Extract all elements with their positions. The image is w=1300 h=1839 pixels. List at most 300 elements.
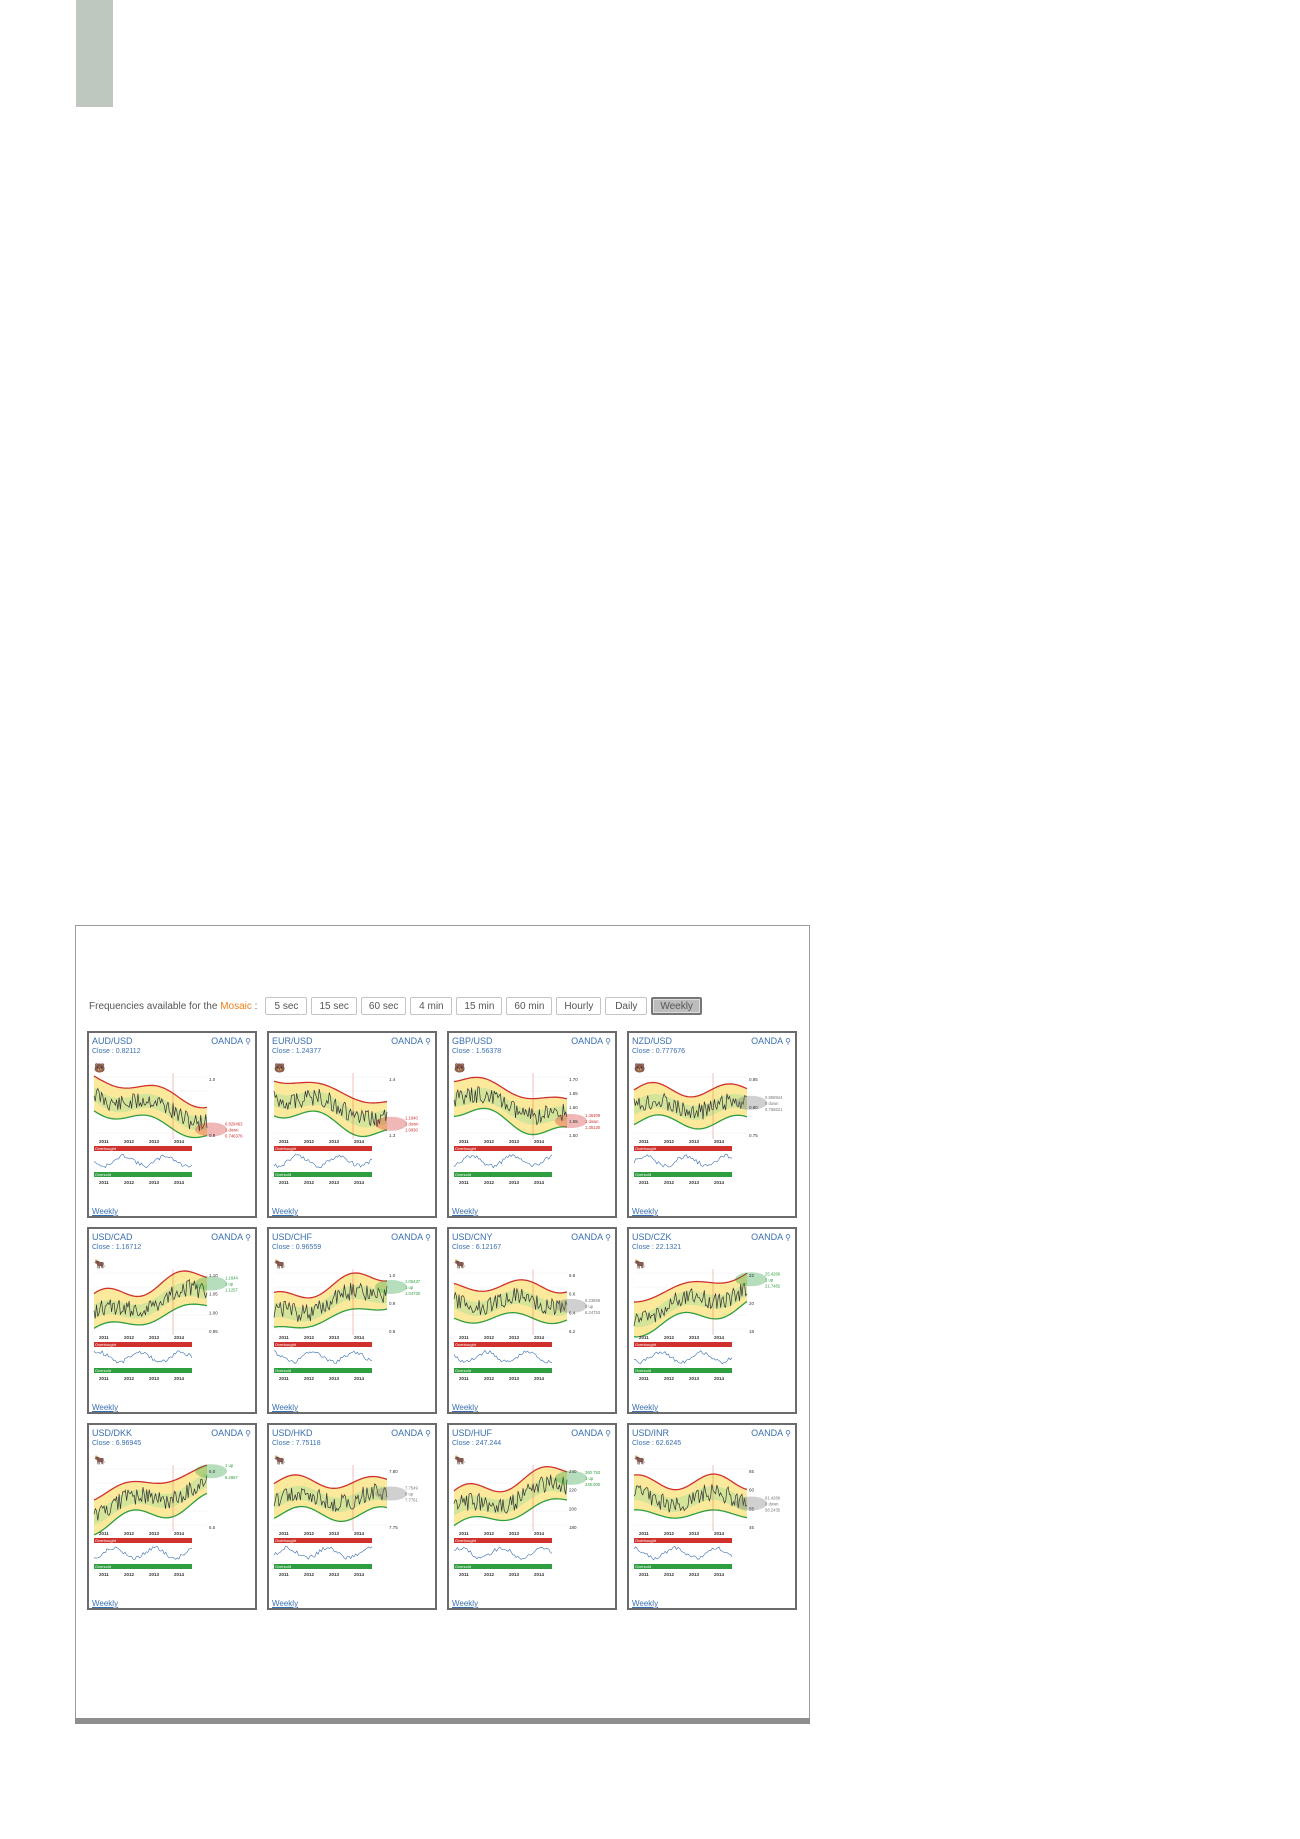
projection-bot: 0.768621 xyxy=(765,1106,783,1112)
year-label: 2011 xyxy=(459,1376,469,1381)
oversold-label: Oversold xyxy=(275,1368,292,1373)
close-value: 6.12167 xyxy=(475,1244,502,1251)
y-axis-label: 1.55 xyxy=(569,1119,578,1124)
magnifier-icon[interactable]: ⚲ xyxy=(605,1037,611,1046)
year-label: 2012 xyxy=(304,1335,315,1340)
frequency-button-15-sec[interactable]: 15 sec xyxy=(311,997,356,1015)
y-axis-label: 1.65 xyxy=(569,1091,578,1096)
overbought-label: Overbought xyxy=(95,1342,116,1347)
projection-bot: 1.1257 xyxy=(225,1287,238,1293)
oversold-label: Oversold xyxy=(635,1564,652,1569)
year-label: 2011 xyxy=(639,1180,649,1185)
y-axis-label: 6.4 xyxy=(569,1310,576,1316)
year-label: 2014 xyxy=(354,1180,365,1185)
projection-top: 1.1644 xyxy=(225,1275,238,1281)
year-label: 2014 xyxy=(714,1335,725,1340)
frequency-link[interactable]: Weekly xyxy=(92,1599,119,1608)
projection-bot: 1.35130 xyxy=(585,1125,601,1130)
price-chart xyxy=(269,1033,435,1203)
year-label: 2014 xyxy=(354,1139,365,1144)
y-axis-label: 1.05 xyxy=(209,1291,218,1297)
close-value: 22.1321 xyxy=(655,1244,682,1251)
pair-name[interactable]: USD/CNY xyxy=(452,1232,493,1242)
pair-card-usd-huf[interactable] xyxy=(447,1423,617,1610)
year-label: 2011 xyxy=(459,1572,469,1577)
y-axis-label: 0.80 xyxy=(749,1105,758,1110)
pair-card-aud-usd[interactable] xyxy=(87,1031,257,1218)
year-label: 2013 xyxy=(329,1139,340,1144)
y-axis-label: 240 xyxy=(569,1469,577,1474)
year-label: 2013 xyxy=(149,1335,160,1340)
year-label: 2013 xyxy=(509,1180,520,1185)
mosaic-frame xyxy=(75,925,810,1719)
year-label: 2012 xyxy=(484,1572,495,1577)
year-label: 2012 xyxy=(664,1335,675,1340)
frequency-link[interactable]: Weekly xyxy=(92,1207,119,1216)
bull-icon: 🐂 xyxy=(634,1455,646,1465)
year-label: 2012 xyxy=(664,1572,675,1577)
frequency-link[interactable]: Weekly xyxy=(632,1403,659,1412)
projection-top: 1.46309 xyxy=(585,1113,601,1118)
pair-card-usd-czk[interactable] xyxy=(627,1227,797,1414)
year-label: 2014 xyxy=(534,1572,545,1577)
source-name: OANDA xyxy=(751,1036,784,1046)
projection-bot: 21.7482 xyxy=(765,1283,781,1289)
year-label: 2013 xyxy=(329,1572,340,1577)
projection-mid: 0 up xyxy=(405,1491,414,1497)
oversold-label: Oversold xyxy=(275,1172,292,1177)
y-axis-label: 0.9 xyxy=(389,1301,396,1306)
overbought-label: Overbought xyxy=(455,1342,476,1347)
year-label: 2011 xyxy=(459,1335,469,1340)
close-value: 0.96559 xyxy=(295,1244,322,1251)
year-label: 2013 xyxy=(509,1572,520,1577)
frequency-button-4-min[interactable]: 4 min xyxy=(410,997,452,1015)
year-label: 2012 xyxy=(304,1572,315,1577)
close-prefix: Close : xyxy=(632,1440,654,1447)
year-label: 2013 xyxy=(689,1572,700,1577)
y-axis-label: 1.50 xyxy=(569,1133,578,1138)
year-label: 2011 xyxy=(459,1139,469,1144)
year-label: 2013 xyxy=(149,1376,160,1381)
year-label: 2011 xyxy=(279,1335,289,1340)
projection-blob xyxy=(195,1277,227,1291)
pair-name[interactable]: AUD/USD xyxy=(92,1036,133,1046)
y-axis-label: 200 xyxy=(569,1506,577,1512)
year-label: 2012 xyxy=(664,1376,675,1381)
pair-name[interactable]: USD/HKD xyxy=(272,1428,313,1438)
source-name: OANDA xyxy=(211,1232,244,1242)
projection-top: 1.1940 xyxy=(405,1115,418,1121)
overbought-label: Overbought xyxy=(275,1146,296,1151)
oscillator-line xyxy=(94,1351,192,1363)
projection-mid: 1 down xyxy=(405,1121,419,1127)
bull-icon: 🐂 xyxy=(454,1259,466,1269)
frequency-link[interactable]: Weekly xyxy=(272,1207,299,1216)
oscillator-line xyxy=(94,1547,192,1560)
year-label: 2012 xyxy=(124,1335,135,1340)
year-label: 2014 xyxy=(714,1139,725,1144)
bull-icon: 🐂 xyxy=(94,1455,106,1465)
overbought-label: Overbought xyxy=(455,1538,476,1543)
frequency-link[interactable]: Weekly xyxy=(452,1207,479,1216)
side-tab-decoration xyxy=(76,0,113,107)
bear-icon: 🐻 xyxy=(274,1063,286,1073)
year-label: 2012 xyxy=(484,1376,495,1381)
magnifier-icon[interactable]: ⚲ xyxy=(245,1037,251,1046)
year-label: 2012 xyxy=(304,1139,315,1144)
year-label: 2014 xyxy=(534,1376,545,1381)
pair-card-usd-hkd[interactable] xyxy=(267,1423,437,1610)
close-value: 0.777676 xyxy=(655,1048,685,1055)
frequency-button-weekly[interactable]: Weekly xyxy=(651,997,702,1015)
oversold-label: Oversold xyxy=(455,1172,472,1177)
source-name: OANDA xyxy=(571,1428,604,1438)
year-label: 2011 xyxy=(639,1335,649,1340)
overbought-label: Overbought xyxy=(95,1146,116,1151)
year-label: 2011 xyxy=(279,1376,289,1381)
source-name: OANDA xyxy=(571,1036,604,1046)
year-label: 2014 xyxy=(174,1180,185,1185)
year-label: 2011 xyxy=(99,1139,109,1144)
oversold-label: Oversold xyxy=(455,1368,472,1373)
close-value: 7.75118 xyxy=(295,1440,321,1447)
projection-top: 1 up xyxy=(225,1463,234,1469)
pair-name[interactable]: USD/CZK xyxy=(632,1232,672,1242)
source-name: OANDA xyxy=(571,1232,604,1242)
projection-top: 0.829463 xyxy=(225,1121,243,1127)
year-label: 2013 xyxy=(149,1180,160,1185)
year-label: 2012 xyxy=(304,1180,315,1185)
year-label: 2011 xyxy=(459,1531,469,1536)
year-label: 2013 xyxy=(509,1376,520,1381)
pair-card-gbp-usd[interactable] xyxy=(447,1031,617,1218)
frequency-link[interactable]: Weekly xyxy=(452,1403,479,1412)
year-label: 2014 xyxy=(534,1335,545,1340)
year-label: 2013 xyxy=(149,1572,160,1577)
year-label: 2012 xyxy=(664,1531,675,1536)
close-value: 62.6245 xyxy=(655,1440,682,1447)
year-label: 2013 xyxy=(509,1335,520,1340)
frequency-selector xyxy=(89,996,706,1016)
magnifier-icon[interactable]: ⚲ xyxy=(425,1037,431,1046)
year-label: 2013 xyxy=(329,1180,340,1185)
projection-top: 7.7549 xyxy=(405,1485,418,1491)
oscillator-line xyxy=(274,1351,372,1364)
year-label: 2011 xyxy=(639,1376,649,1381)
overbought-label: Overbought xyxy=(635,1538,656,1543)
year-label: 2011 xyxy=(279,1180,289,1185)
close-prefix: Close : xyxy=(92,1244,114,1251)
year-label: 2011 xyxy=(459,1180,469,1185)
price-chart xyxy=(89,1033,255,1203)
frame-bottom-bar xyxy=(75,1718,810,1724)
projection-mid: 1 down xyxy=(585,1119,599,1124)
year-label: 2012 xyxy=(484,1180,495,1185)
bull-icon: 🐂 xyxy=(274,1455,286,1465)
oversold-label: Oversold xyxy=(455,1564,472,1569)
year-label: 2014 xyxy=(714,1531,725,1536)
year-label: 2011 xyxy=(99,1572,109,1577)
bull-icon: 🐂 xyxy=(94,1259,106,1269)
year-label: 2014 xyxy=(714,1180,725,1185)
frequency-button-15-min[interactable]: 15 min xyxy=(456,997,502,1015)
year-label: 2012 xyxy=(124,1376,135,1381)
year-label: 2014 xyxy=(534,1531,545,1536)
close-prefix: Close : xyxy=(452,1244,474,1251)
bull-icon: 🐂 xyxy=(634,1259,646,1269)
year-label: 2014 xyxy=(354,1376,365,1381)
overbought-label: Overbought xyxy=(455,1146,476,1151)
price-chart xyxy=(89,1229,255,1399)
frequency-link[interactable]: Weekly xyxy=(92,1403,119,1412)
year-label: 2014 xyxy=(534,1139,545,1144)
oscillator-line xyxy=(634,1154,732,1167)
year-label: 2014 xyxy=(714,1572,725,1577)
frequency-button-daily[interactable]: Daily xyxy=(605,997,647,1015)
year-label: 2011 xyxy=(99,1376,109,1381)
y-axis-label: 7.80 xyxy=(389,1469,398,1474)
oscillator-line xyxy=(454,1350,552,1363)
projection-mid: 0 up xyxy=(585,1303,594,1309)
year-label: 2011 xyxy=(99,1335,109,1340)
oscillator-line xyxy=(274,1155,372,1168)
year-label: 2011 xyxy=(279,1572,289,1577)
frequency-link[interactable]: Weekly xyxy=(452,1599,479,1608)
pair-name[interactable]: USD/CHF xyxy=(272,1232,312,1242)
projection-mid: 1 up xyxy=(765,1277,774,1283)
price-chart xyxy=(449,1033,615,1203)
close-prefix: Close : xyxy=(452,1048,474,1055)
close-value: 1.56378 xyxy=(475,1048,502,1055)
year-label: 2013 xyxy=(689,1376,700,1381)
projection-top: 25.4266 xyxy=(765,1271,781,1277)
oversold-label: Oversold xyxy=(95,1564,112,1569)
frequency-link[interactable]: Weekly xyxy=(272,1599,299,1608)
pair-name[interactable]: USD/CAD xyxy=(92,1232,133,1242)
frequency-label: Frequencies available for the Mosaic : xyxy=(89,1000,258,1012)
y-axis-label: 1.4 xyxy=(389,1077,396,1082)
mosaic-grid xyxy=(87,1031,799,1610)
y-axis-label: 6.8 xyxy=(569,1273,576,1278)
y-axis-label: 1.3 xyxy=(389,1133,396,1138)
year-label: 2013 xyxy=(509,1139,520,1144)
frequency-link[interactable]: Weekly xyxy=(632,1207,659,1216)
pair-card-usd-cny[interactable] xyxy=(447,1227,617,1414)
pair-name[interactable]: GBP/USD xyxy=(452,1036,493,1046)
pair-card-nzd-usd[interactable] xyxy=(627,1031,797,1218)
projection-bot: 6.2667 xyxy=(225,1475,238,1481)
year-label: 2013 xyxy=(689,1531,700,1536)
oversold-label: Oversold xyxy=(635,1172,652,1177)
y-axis-label: 45 xyxy=(749,1525,755,1530)
year-label: 2013 xyxy=(689,1180,700,1185)
y-axis-label: 55 xyxy=(749,1506,755,1512)
y-axis-label: 22 xyxy=(749,1273,755,1278)
projection-top: 1.05437 xyxy=(405,1278,421,1284)
close-value: 6.96945 xyxy=(115,1440,142,1447)
pair-name[interactable]: USD/HUF xyxy=(452,1428,492,1438)
year-label: 2013 xyxy=(509,1531,520,1536)
close-prefix: Close : xyxy=(452,1440,474,1447)
year-label: 2012 xyxy=(484,1335,495,1340)
year-label: 2014 xyxy=(174,1335,185,1340)
magnifier-icon[interactable]: ⚲ xyxy=(245,1429,251,1438)
pair-card-usd-chf[interactable] xyxy=(267,1227,437,1414)
close-value: 247.244 xyxy=(475,1440,502,1447)
projection-bot: 1.0930 xyxy=(405,1127,418,1133)
year-label: 2014 xyxy=(534,1180,545,1185)
oscillator-line xyxy=(454,1155,552,1168)
y-axis-label: 6.6 xyxy=(569,1291,576,1297)
projection-mid: 1 down xyxy=(225,1127,239,1133)
price-chart xyxy=(629,1425,795,1595)
pair-card-usd-inr[interactable] xyxy=(627,1423,797,1610)
year-label: 2014 xyxy=(174,1139,185,1144)
y-axis-label: 1.0 xyxy=(389,1273,396,1278)
source-name: OANDA xyxy=(391,1232,424,1242)
pair-name[interactable]: EUR/USD xyxy=(272,1036,313,1046)
close-prefix: Close : xyxy=(272,1244,294,1251)
projection-bot: 1.04730 xyxy=(405,1290,421,1296)
year-label: 2012 xyxy=(124,1572,135,1577)
projection-top: 0.808944 xyxy=(765,1094,783,1100)
yellow-band xyxy=(94,1271,207,1328)
overbought-label: Overbought xyxy=(275,1342,296,1347)
pair-name[interactable]: USD/INR xyxy=(632,1428,670,1438)
oscillator-line xyxy=(274,1546,372,1559)
source-name: OANDA xyxy=(391,1036,424,1046)
projection-blob xyxy=(375,1117,407,1131)
oversold-label: Oversold xyxy=(95,1172,112,1177)
year-label: 2012 xyxy=(484,1139,495,1144)
projection-bot: 6.24753 xyxy=(585,1309,601,1315)
projection-bot: 58.2435 xyxy=(765,1507,781,1513)
year-label: 2011 xyxy=(279,1139,289,1144)
projection-mid: 1 up xyxy=(225,1281,234,1287)
close-prefix: Close : xyxy=(272,1048,294,1055)
y-axis-label: 0.8 xyxy=(389,1329,396,1334)
projection-bot: 0.746376 xyxy=(225,1133,243,1139)
year-label: 2014 xyxy=(354,1531,365,1536)
pair-card-usd-cad[interactable] xyxy=(87,1227,257,1414)
bear-icon: 🐻 xyxy=(634,1063,646,1073)
y-axis-label: 1.60 xyxy=(569,1105,578,1110)
y-axis-label: 6.0 xyxy=(209,1469,216,1474)
magnifier-icon[interactable]: ⚲ xyxy=(605,1429,611,1438)
oscillator-line xyxy=(634,1546,732,1560)
y-axis-label: 6.2 xyxy=(569,1329,576,1334)
magnifier-icon[interactable]: ⚲ xyxy=(785,1233,791,1242)
year-label: 2012 xyxy=(304,1531,315,1536)
pair-card-usd-dkk[interactable] xyxy=(87,1423,257,1610)
close-prefix: Close : xyxy=(632,1048,654,1055)
year-label: 2012 xyxy=(124,1180,135,1185)
price-chart xyxy=(449,1229,615,1399)
projection-top: 61.4289 xyxy=(765,1495,781,1501)
year-label: 2014 xyxy=(174,1376,185,1381)
year-label: 2014 xyxy=(714,1376,725,1381)
frequency-link[interactable]: Weekly xyxy=(632,1599,659,1608)
close-value: 1.16712 xyxy=(115,1244,142,1251)
year-label: 2011 xyxy=(639,1531,649,1536)
frequency-link[interactable]: Weekly xyxy=(272,1403,299,1412)
y-axis-label: 0.85 xyxy=(749,1077,758,1082)
price-chart xyxy=(629,1229,795,1399)
bear-icon: 🐻 xyxy=(454,1063,466,1073)
year-label: 2011 xyxy=(639,1139,649,1144)
price-chart xyxy=(89,1425,255,1595)
y-axis-label: 1.00 xyxy=(209,1310,218,1316)
year-label: 2014 xyxy=(354,1335,365,1340)
magnifier-icon[interactable]: ⚲ xyxy=(245,1233,251,1242)
pair-card-eur-usd[interactable] xyxy=(267,1031,437,1218)
projection-bot: 7.7761 xyxy=(405,1497,418,1503)
magnifier-icon[interactable]: ⚲ xyxy=(785,1429,791,1438)
close-prefix: Close : xyxy=(92,1048,114,1055)
y-axis-label: 220 xyxy=(569,1487,577,1493)
projection-mid: 1 up xyxy=(585,1475,594,1481)
projection-mid: 0 down xyxy=(765,1100,779,1106)
year-label: 2012 xyxy=(124,1139,135,1144)
year-label: 2012 xyxy=(124,1531,135,1536)
close-value: 1.24377 xyxy=(295,1048,322,1055)
source-name: OANDA xyxy=(211,1036,244,1046)
close-prefix: Close : xyxy=(272,1440,294,1447)
y-axis-label: 65 xyxy=(749,1469,755,1474)
close-value: 0.82112 xyxy=(115,1048,141,1055)
oversold-label: Oversold xyxy=(635,1368,652,1373)
year-label: 2013 xyxy=(689,1139,700,1144)
y-axis-label: 5.5 xyxy=(209,1525,216,1530)
y-axis-label: 1.10 xyxy=(209,1273,218,1278)
pair-name[interactable]: USD/DKK xyxy=(92,1428,133,1438)
year-label: 2012 xyxy=(484,1531,495,1536)
y-axis-label: 0.75 xyxy=(749,1133,758,1138)
projection-mid: 1 up xyxy=(405,1284,414,1290)
magnifier-icon[interactable]: ⚲ xyxy=(425,1429,431,1438)
y-axis-label: 18 xyxy=(749,1329,755,1334)
magnifier-icon[interactable]: ⚲ xyxy=(785,1037,791,1046)
frequency-button-hourly[interactable]: Hourly xyxy=(556,997,601,1015)
y-axis-label: 60 xyxy=(749,1487,755,1493)
y-axis-label: 7.75 xyxy=(389,1525,398,1530)
year-label: 2012 xyxy=(664,1180,675,1185)
frequency-button-5-sec[interactable]: 5 sec xyxy=(265,997,307,1015)
source-name: OANDA xyxy=(751,1428,784,1438)
year-label: 2011 xyxy=(99,1180,109,1185)
price-chart xyxy=(449,1425,615,1595)
projection-blob xyxy=(375,1486,407,1500)
frequency-button-60-sec[interactable]: 60 sec xyxy=(361,997,406,1015)
source-name: OANDA xyxy=(751,1232,784,1242)
y-axis-label: 1.70 xyxy=(569,1077,578,1082)
close-prefix: Close : xyxy=(92,1440,114,1447)
year-label: 2014 xyxy=(174,1531,185,1536)
source-name: OANDA xyxy=(211,1428,244,1438)
year-label: 2013 xyxy=(329,1335,340,1340)
y-axis-label: 0.95 xyxy=(209,1329,218,1334)
oversold-label: Oversold xyxy=(95,1368,112,1373)
magnifier-icon[interactable]: ⚲ xyxy=(425,1233,431,1242)
pair-name[interactable]: NZD/USD xyxy=(632,1036,672,1046)
frequency-button-60-min[interactable]: 60 min xyxy=(506,997,552,1015)
y-axis-label: 0.9 xyxy=(209,1133,216,1138)
projection-mid: 0 down xyxy=(765,1501,779,1507)
projection-bot: 246.000 xyxy=(585,1481,601,1487)
year-label: 2011 xyxy=(99,1531,109,1536)
magnifier-icon[interactable]: ⚲ xyxy=(605,1233,611,1242)
